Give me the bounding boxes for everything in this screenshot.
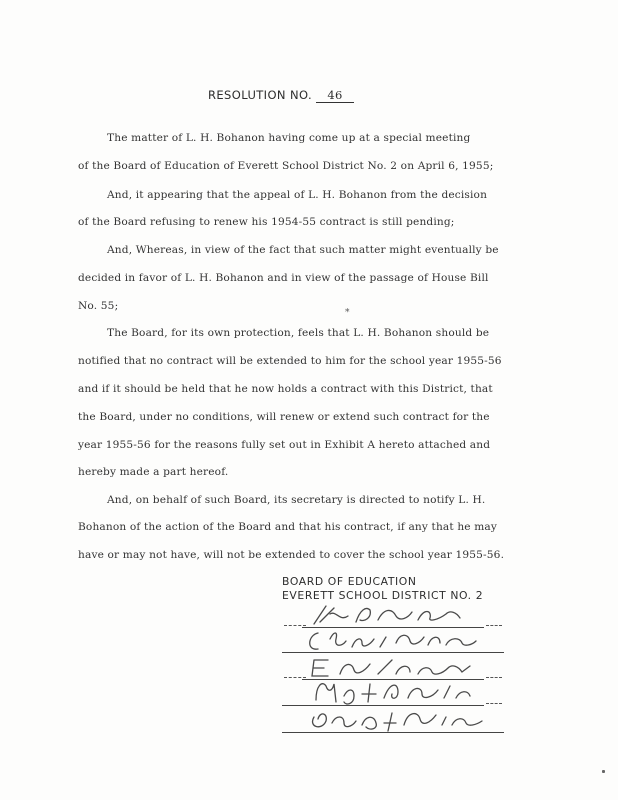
body-line: and if it should be held that he now holds a contract with this District, that — [78, 383, 493, 395]
district-name: EVERETT SCHOOL DISTRICT NO. 2 — [282, 589, 484, 602]
signature-line — [282, 631, 504, 653]
board-name: BOARD OF EDUCATION — [282, 575, 417, 588]
resolution-title-prefix: RESOLUTION NO. — [208, 88, 313, 102]
body-line: of the Board refusing to renew his 1954-55 contract is still pending; — [78, 216, 455, 228]
scan-speck — [602, 770, 605, 773]
handwritten-signature — [300, 703, 500, 735]
body-line: And, Whereas, in view of the fact that such matter might eventually be — [107, 244, 499, 256]
handwritten-signature — [300, 625, 490, 655]
signature-line — [282, 711, 504, 733]
body-line: No. 55; — [78, 300, 119, 312]
stray-mark: * — [345, 308, 350, 318]
body-line: hereby made a part hereof. — [78, 466, 229, 478]
body-line: And, on behalf of such Board, its secretary is directed to notify L. H. — [107, 494, 486, 506]
body-line: of the Board of Education of Everett School District No. 2 on April 6, 1955; — [78, 160, 494, 172]
body-line: notified that no contract will be extended to him for the school year 1955-56 — [78, 355, 502, 367]
body-line: year 1955-56 for the reasons fully set out in Exhibit A hereto attached and — [78, 439, 491, 451]
resolution-title — [208, 88, 354, 103]
body-line: the Board, under no conditions, will renew or extend such contract for the — [78, 411, 490, 423]
body-line: Bohanon of the action of the Board and that his contract, if any that he may — [78, 521, 498, 533]
body-line: The matter of L. H. Bohanon having come up at a special meeting — [107, 132, 471, 144]
body-line: And, it appearing that the appeal of L. H. Bohanon from the decision — [107, 189, 488, 201]
body-line: The Board, for its own protection, feels that L. H. Bohanon should be — [107, 327, 490, 339]
resolution-number: 46 — [316, 88, 354, 103]
body-line: have or may not have, will not be extended to cover the school year 1955-56. — [78, 549, 505, 561]
body-line: decided in favor of L. H. Bohanon and in view of the passage of House Bill — [78, 272, 489, 284]
